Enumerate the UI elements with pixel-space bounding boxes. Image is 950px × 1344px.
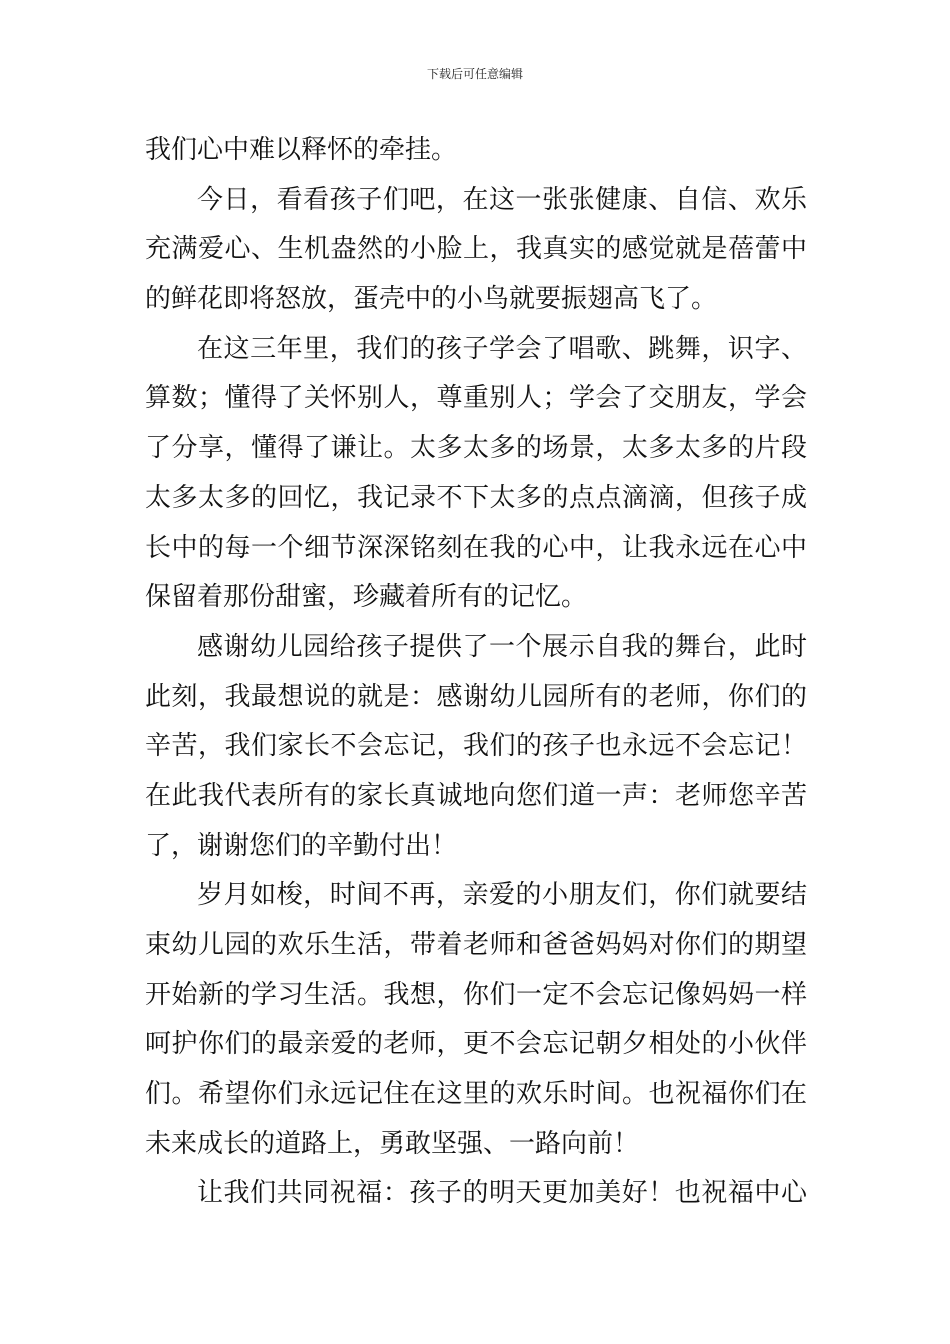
text-line: 我们心中难以释怀的牵挂。 — [145, 135, 458, 165]
text-line: 呵护你们的最亲爱的老师，更不会忘记朝夕相处的小伙伴 — [145, 1029, 807, 1060]
paragraph — [145, 176, 807, 325]
text-line: 未来成长的道路上，勇敢坚强、一路向前！ — [145, 1128, 640, 1159]
text-line: 长中的每一个细节深深铭刻在我的心中，让我永远在心中 — [145, 532, 807, 563]
text-line: 开始新的学习生活。我想，你们一定不会忘记像妈妈一样 — [145, 979, 807, 1010]
text-line: 在这三年里，我们的孩子学会了唱歌、跳舞，识字、 — [197, 333, 807, 364]
text-line: 太多太多的回忆，我记录不下太多的点点滴滴，但孩子成 — [145, 482, 807, 513]
paragraph — [145, 126, 807, 176]
text-line: 在此我代表所有的家长真诚地向您们道一声：老师您辛苦 — [145, 780, 807, 811]
text-line: 感谢幼儿园给孩子提供了一个展示自我的舞台，此时 — [197, 631, 807, 662]
paragraph — [145, 623, 807, 871]
page-header: 下载后可任意编辑 — [426, 67, 523, 81]
text-line: 了分享，懂得了谦让。太多太多的场景，太多太多的片段 — [145, 433, 807, 464]
text-line: 们。希望你们永远记住在这里的欢乐时间。也祝福你们在 — [145, 1079, 807, 1110]
paragraph — [145, 871, 807, 1169]
text-line: 束幼儿园的欢乐生活，带着老师和爸爸妈妈对你们的期望 — [145, 930, 807, 960]
paragraph — [145, 325, 807, 623]
text-line: 保留着那份甜蜜，珍藏着所有的记忆。 — [145, 582, 588, 613]
text-line: 岁月如梭，时间不再，亲爱的小朋友们，你们就要结 — [197, 880, 807, 911]
text-line: 了，谢谢您们的辛勤付出！ — [145, 830, 458, 861]
text-line: 让我们共同祝福：孩子的明天更加美好！也祝福中心 — [197, 1178, 807, 1209]
document-body — [145, 126, 807, 1219]
text-line: 的鲜花即将怒放，蛋壳中的小鸟就要振翅高飞了。 — [145, 284, 718, 315]
text-line: 此刻，我最想说的就是：感谢幼儿园所有的老师，你们的 — [145, 681, 807, 712]
paragraph — [145, 1169, 807, 1219]
text-line: 辛苦，我们家长不会忘记，我们的孩子也永远不会忘记！ — [145, 731, 807, 762]
text-line: 充满爱心、生机盎然的小脸上，我真实的感觉就是蓓蕾中 — [145, 234, 807, 265]
text-line: 今日，看看孩子们吧，在这一张张健康、自信、欢乐 — [197, 184, 807, 215]
text-line: 算数；懂得了关怀别人，尊重别人；学会了交朋友，学会 — [145, 383, 807, 414]
